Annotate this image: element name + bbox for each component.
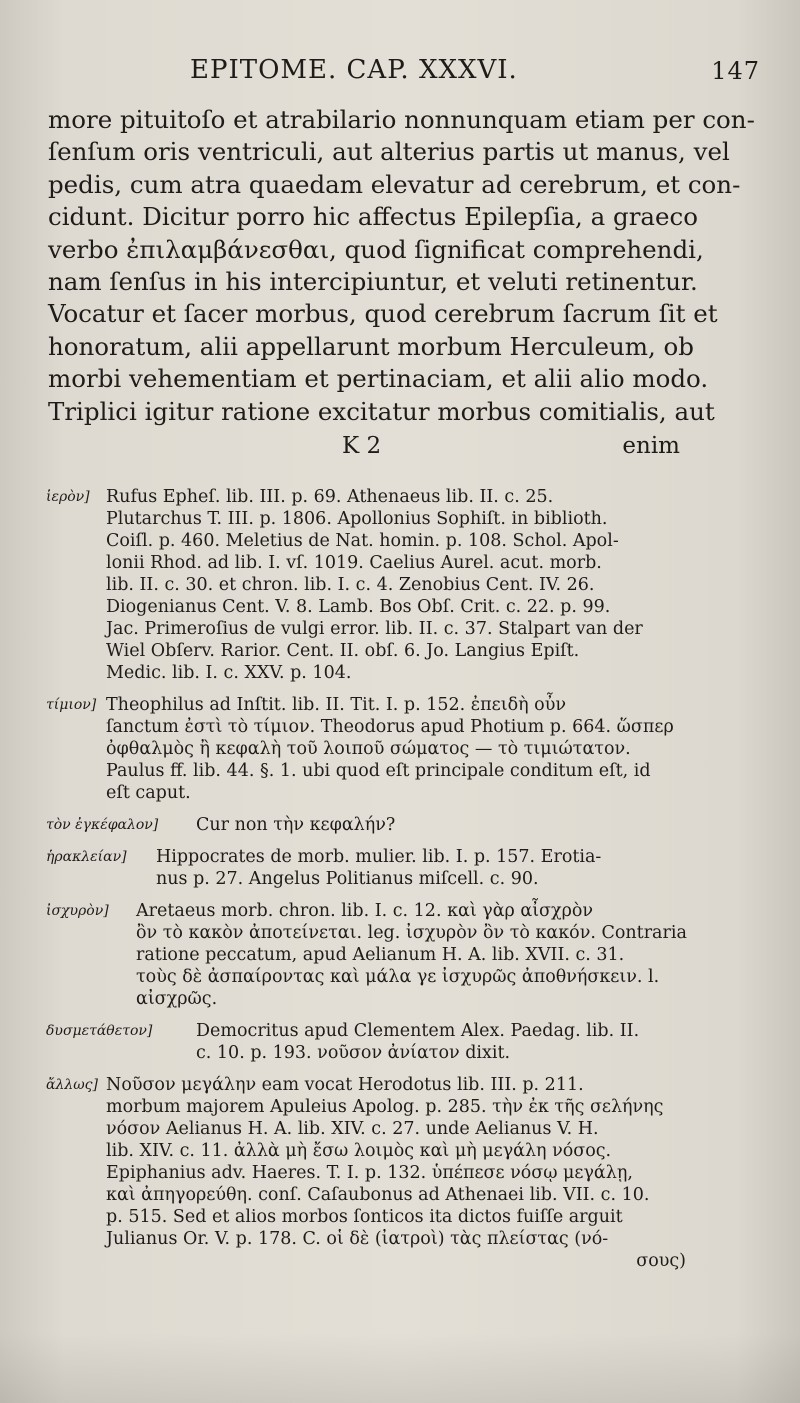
footnote-line: morbum majorem Apuleius Apolog. p. 285. τὴν ἐκ τῆς σελήνης (106, 1097, 664, 1117)
footnote-body (106, 1074, 686, 1272)
footnote-lemma: ἱερὸν] (46, 489, 90, 505)
footnote-line: ſanctum ἐστὶ τὸ τίμιον. Theodorus apud Photium p. 664. ὥσπερ (106, 717, 674, 737)
footnote-line: Theophilus ad Inſtit. lib. II. Tit. I. p. 152. ἐπειδὴ οὖν (106, 695, 566, 715)
text-line: Triplici igitur ratione excitatur morbus comitialis, aut (48, 396, 715, 426)
footnote-line: Rufus Epheſ. lib. III. p. 69. Athenaeus lib. II. c. 25. (106, 487, 554, 507)
text-line: cidunt. Dicitur porro hic affectus Epilepſia, a graeco (48, 202, 698, 232)
footnote-body (106, 694, 686, 804)
footnote-line: Diogenianus Cent. V. 8. Lamb. Bos Obſ. Crit. c. 22. p. 99. (106, 597, 611, 617)
text-line: Vocatur et ſacer morbus, quod cerebrum ſacrum ſit et (48, 299, 718, 329)
footnote-line: Jac. Primeroſius de vulgi error. lib. II. c. 37. Stalpart van der (106, 619, 643, 639)
footnote-line: ὀφθαλμὸς ἢ κεφαλὴ τοῦ λοιποῦ σώματος — τὸ τιμιώτατον. (106, 739, 631, 759)
footnote-line: καὶ ἀπηγορεύθη. conſ. Caſaubonus ad Athenaei lib. VII. c. 10. (106, 1185, 650, 1205)
footnote-line: lonii Rhod. ad lib. I. vſ. 1019. Caelius Aurel. acut. morb. (106, 553, 602, 573)
footnote-line: Epiphanius adv. Haeres. T. I. p. 132. ὑπέπεσε νόσῳ μεγάλῃ, (106, 1163, 633, 1183)
footnote-line: c. 10. p. 193. νοῦσον ἀνίατον dixit. (196, 1043, 511, 1063)
page-shadow (0, 1333, 800, 1403)
footnote-line: eſt caput. (106, 783, 191, 803)
footnote-line: Plutarchus T. III. p. 1806. Apollonius Sophiſt. in biblioth. (106, 509, 608, 529)
footnote-body (136, 900, 686, 1010)
main-text (48, 104, 755, 428)
footnotes (46, 486, 686, 1282)
footnote-body (196, 1020, 686, 1064)
footnote (46, 900, 686, 1010)
footnote-line: Democritus apud Clementem Alex. Paedag. lib. II. (196, 1021, 640, 1041)
footnote-body (106, 486, 686, 684)
footnote-line: lib. XIV. c. 11. ἀλλὰ μὴ ἔσω λοιμὸς καὶ μὴ μεγάλη νόσος. (106, 1141, 612, 1161)
footnote-line: Coiſl. p. 460. Meletius de Nat. homin. p. 108. Schol. Apol- (106, 531, 619, 551)
footnote-line: ὂν τὸ κακὸν ἀποτείνεται. leg. ἰσχυρὸν ὂν τὸ κακόν. Contraria (136, 923, 687, 943)
text-line: pedis, cum atra quaedam elevatur ad cerebrum, et con- (48, 169, 741, 199)
footnote-body (196, 814, 686, 836)
text-line: ſenſum oris ventriculi, aut alterius partis ut manus, vel (48, 137, 730, 167)
footnote-line: Νοῦσον μεγάλην eam vocat Herodotus lib. III. p. 211. (106, 1075, 584, 1095)
footnote (46, 846, 686, 890)
signature-mark: K 2 (342, 433, 382, 459)
running-title: EPITOME. CAP. XXXVI. (190, 55, 518, 85)
footnote (46, 694, 686, 804)
footnote-line: αἰσχρῶς. (136, 989, 218, 1009)
footnote-line: p. 515. Sed et alios morbos ſonticos ita dictos fuiſſe arguit (106, 1207, 623, 1227)
footnote-lemma: δυσμετάθετον] (46, 1023, 153, 1039)
footnote-line: lib. II. c. 30. et chron. lib. I. c. 4. Zenobius Cent. IV. 26. (106, 575, 595, 595)
text-line: honoratum, alii appellarunt morbum Herculeum, ob (48, 331, 694, 361)
footnote-lemma: τίμιον] (46, 697, 97, 713)
footnote (46, 1074, 686, 1272)
signature-line (48, 433, 680, 459)
footnote (46, 1020, 686, 1064)
running-head (190, 55, 760, 85)
catchword: enim (622, 433, 680, 459)
footnote-line: ratione peccatum, apud Aelianum H. A. lib. XVII. c. 31. (136, 945, 625, 965)
footnote (46, 814, 686, 836)
footnote-lemma: ἄλλως] (46, 1077, 98, 1093)
footnote-line: σους) (636, 1251, 686, 1271)
footnote-line: Wiel Obſerv. Rarior. Cent. II. obſ. 6. Jo. Langius Epiſt. (106, 641, 580, 661)
footnote-lemma: τὸν ἐγκέφαλον] (46, 817, 159, 833)
footnote-line: Cur non τὴν κεφαλήν? (196, 815, 396, 835)
footnote-lemma: ἡρακλείαν] (46, 849, 127, 865)
page-number: 147 (711, 57, 760, 85)
footnote-line: Medic. lib. I. c. XXV. p. 104. (106, 663, 352, 683)
text-line: morbi vehementiam et pertinaciam, et alii alio modo. (48, 364, 709, 394)
footnote-line: Julianus Or. V. p. 178. C. οἱ δὲ (ἰατροὶ) τὰς πλείστας (νό- (106, 1229, 609, 1249)
footnote-line: τοὺς δὲ ἀσπαίροντας καὶ μάλα γε ἰσχυρῶς ἀποθνήσκειν. l. (136, 967, 660, 987)
footnote-line: νόσον Aelianus H. A. lib. XIV. c. 27. unde Aelianus V. H. (106, 1119, 599, 1139)
footnote (46, 486, 686, 684)
footnote-lemma: ἰσχυρὸν] (46, 903, 109, 919)
footnote-line: nus p. 27. Angelus Politianus miſcell. c. 90. (156, 869, 539, 889)
text-line: more pituitoſo et atrabilario nonnunquam etiam per con- (48, 105, 755, 134)
footnote-body (156, 846, 686, 890)
footnote-line: Paulus ff. lib. 44. §. 1. ubi quod eſt principale conditum eſt, id (106, 761, 651, 781)
text-line: verbo ἐπιλαμβάνεσθαι, quod ſignificat comprehendi, (48, 234, 704, 264)
text-line: nam ſenſus in his intercipiuntur, et veluti retinentur. (48, 267, 698, 297)
footnote-line: Aretaeus morb. chron. lib. I. c. 12. καὶ γὰρ αἶσχρὸν (136, 901, 594, 921)
footnote-line: Hippocrates de morb. mulier. lib. I. p. 157. Erotia- (156, 847, 602, 867)
